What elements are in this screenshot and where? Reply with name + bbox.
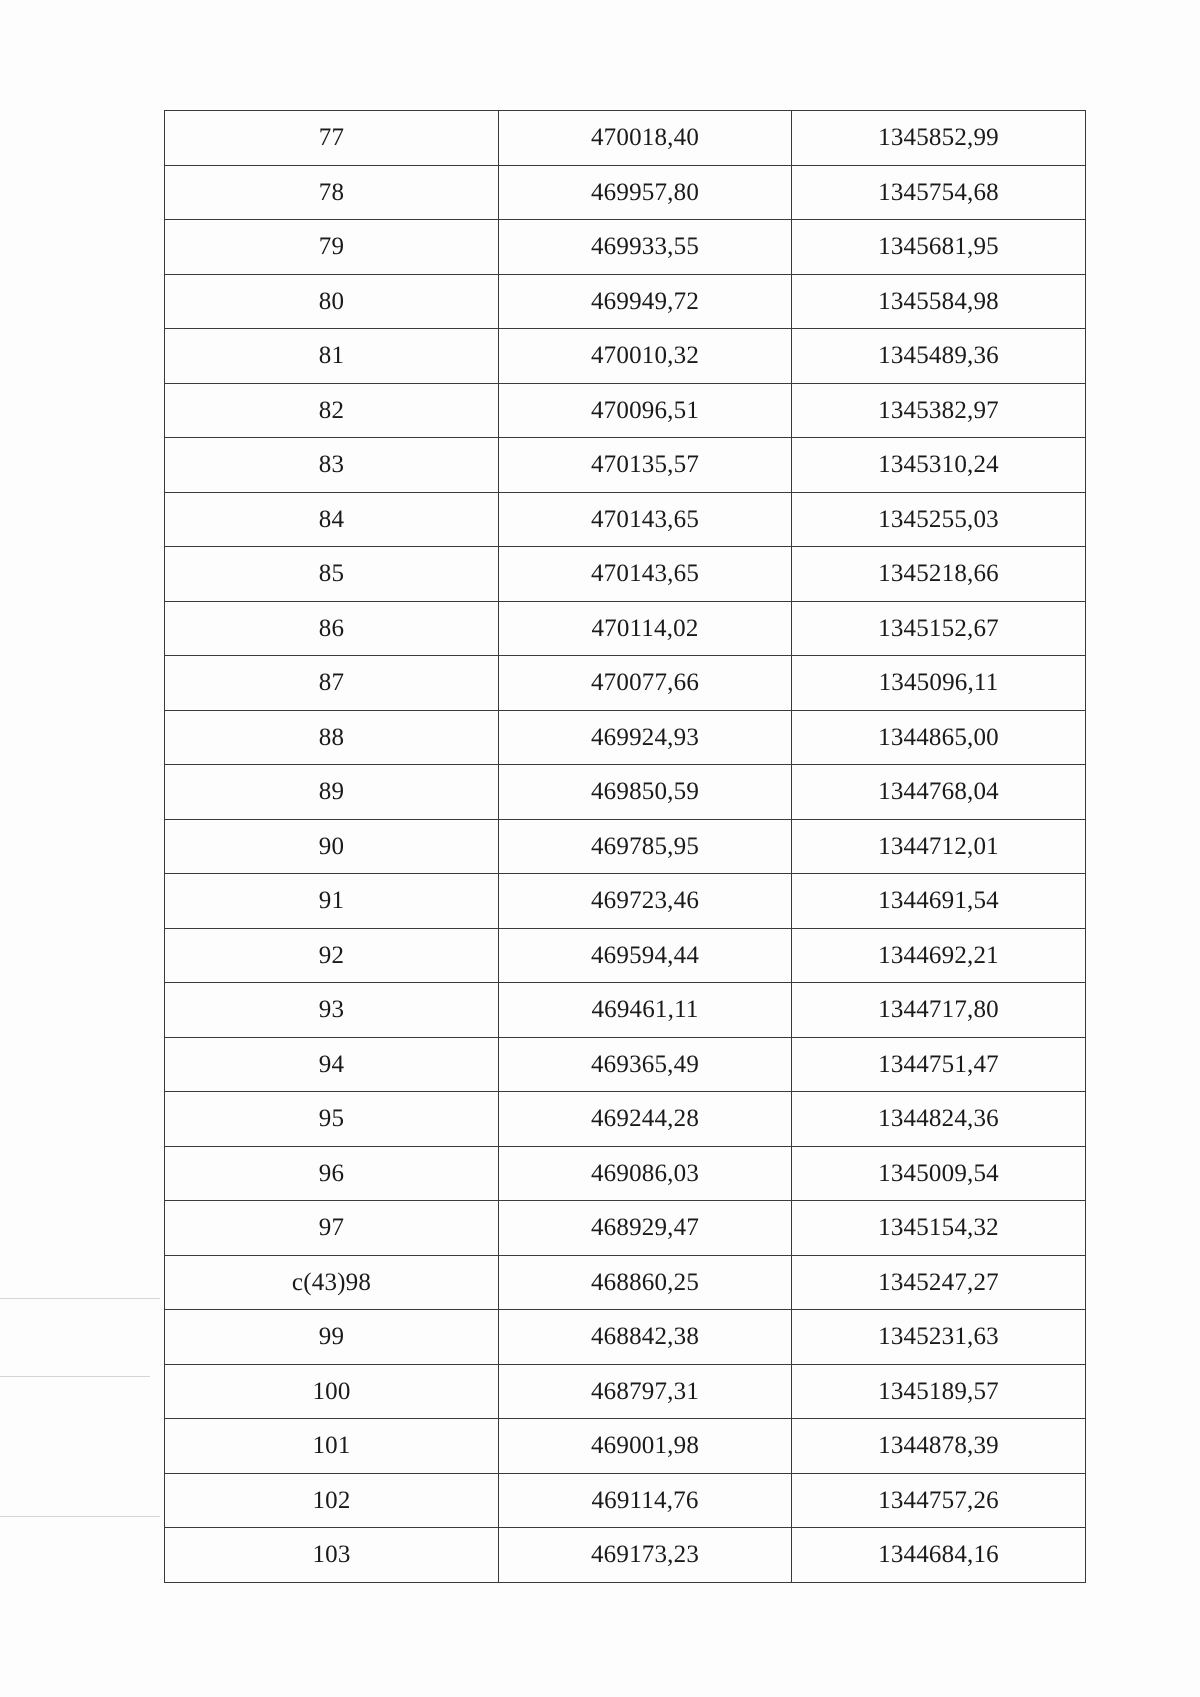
point-number-cell: 91 — [165, 874, 499, 929]
table-row — [165, 765, 1086, 820]
table-row — [165, 1310, 1086, 1365]
y-coordinate-cell: 1345189,57 — [792, 1364, 1086, 1419]
table-row — [165, 1201, 1086, 1256]
x-coordinate-cell: 469933,55 — [499, 220, 792, 275]
table-row — [165, 274, 1086, 329]
x-coordinate-cell: 469086,03 — [499, 1146, 792, 1201]
table-row — [165, 819, 1086, 874]
y-coordinate-cell: 1345754,68 — [792, 165, 1086, 220]
y-coordinate-cell: 1345852,99 — [792, 111, 1086, 166]
x-coordinate-cell: 470143,65 — [499, 547, 792, 602]
y-coordinate-cell: 1344768,04 — [792, 765, 1086, 820]
y-coordinate-cell: 1344684,16 — [792, 1528, 1086, 1583]
x-coordinate-cell: 469244,28 — [499, 1092, 792, 1147]
coordinates-table — [164, 110, 1086, 1583]
point-number-cell: 83 — [165, 438, 499, 493]
point-number-cell: 92 — [165, 928, 499, 983]
y-coordinate-cell: 1345096,11 — [792, 656, 1086, 711]
y-coordinate-cell: 1344691,54 — [792, 874, 1086, 929]
point-number-cell: 85 — [165, 547, 499, 602]
point-number-cell: 89 — [165, 765, 499, 820]
table-row — [165, 111, 1086, 166]
point-number-cell: 86 — [165, 601, 499, 656]
y-coordinate-cell: 1345218,66 — [792, 547, 1086, 602]
y-coordinate-cell: 1345247,27 — [792, 1255, 1086, 1310]
y-coordinate-cell: 1345255,03 — [792, 492, 1086, 547]
x-coordinate-cell: 469173,23 — [499, 1528, 792, 1583]
table-row — [165, 601, 1086, 656]
x-coordinate-cell: 469365,49 — [499, 1037, 792, 1092]
x-coordinate-cell: 469785,95 — [499, 819, 792, 874]
table-row — [165, 1255, 1086, 1310]
x-coordinate-cell: 470135,57 — [499, 438, 792, 493]
x-coordinate-cell: 470114,02 — [499, 601, 792, 656]
table-row — [165, 1092, 1086, 1147]
y-coordinate-cell: 1344757,26 — [792, 1473, 1086, 1528]
point-number-cell: 102 — [165, 1473, 499, 1528]
x-coordinate-cell: 470077,66 — [499, 656, 792, 711]
point-number-cell: 84 — [165, 492, 499, 547]
x-coordinate-cell: 470010,32 — [499, 329, 792, 384]
table-row — [165, 492, 1086, 547]
point-number-cell: 99 — [165, 1310, 499, 1365]
scan-artifact-line — [0, 1376, 150, 1377]
y-coordinate-cell: 1344751,47 — [792, 1037, 1086, 1092]
y-coordinate-cell: 1345152,67 — [792, 601, 1086, 656]
table-row — [165, 710, 1086, 765]
point-number-cell: 81 — [165, 329, 499, 384]
y-coordinate-cell: 1345310,24 — [792, 438, 1086, 493]
y-coordinate-cell: 1345231,63 — [792, 1310, 1086, 1365]
x-coordinate-cell: 469850,59 — [499, 765, 792, 820]
table-row — [165, 329, 1086, 384]
table-row — [165, 656, 1086, 711]
y-coordinate-cell: 1345489,36 — [792, 329, 1086, 384]
y-coordinate-cell: 1345009,54 — [792, 1146, 1086, 1201]
y-coordinate-cell: 1344692,21 — [792, 928, 1086, 983]
y-coordinate-cell: 1345382,97 — [792, 383, 1086, 438]
y-coordinate-cell: 1344878,39 — [792, 1419, 1086, 1474]
table-row — [165, 1146, 1086, 1201]
y-coordinate-cell: 1345681,95 — [792, 220, 1086, 275]
point-number-cell: 100 — [165, 1364, 499, 1419]
table-row — [165, 165, 1086, 220]
y-coordinate-cell: 1344824,36 — [792, 1092, 1086, 1147]
x-coordinate-cell: 470096,51 — [499, 383, 792, 438]
table-row — [165, 220, 1086, 275]
y-coordinate-cell: 1345154,32 — [792, 1201, 1086, 1256]
coordinates-table-body — [165, 111, 1086, 1583]
point-number-cell: 80 — [165, 274, 499, 329]
point-number-cell: 95 — [165, 1092, 499, 1147]
point-number-cell: 93 — [165, 983, 499, 1038]
y-coordinate-cell: 1345584,98 — [792, 274, 1086, 329]
y-coordinate-cell: 1344712,01 — [792, 819, 1086, 874]
y-coordinate-cell: 1344717,80 — [792, 983, 1086, 1038]
x-coordinate-cell: 469461,11 — [499, 983, 792, 1038]
x-coordinate-cell: 470143,65 — [499, 492, 792, 547]
x-coordinate-cell: 469949,72 — [499, 274, 792, 329]
x-coordinate-cell: 468929,47 — [499, 1201, 792, 1256]
table-row — [165, 983, 1086, 1038]
table-row — [165, 1473, 1086, 1528]
point-number-cell: 87 — [165, 656, 499, 711]
point-number-cell: 79 — [165, 220, 499, 275]
point-number-cell: 82 — [165, 383, 499, 438]
scan-artifact-line — [0, 1516, 160, 1517]
x-coordinate-cell: 469723,46 — [499, 874, 792, 929]
x-coordinate-cell: 469114,76 — [499, 1473, 792, 1528]
point-number-cell: 88 — [165, 710, 499, 765]
x-coordinate-cell: 469594,44 — [499, 928, 792, 983]
table-row — [165, 383, 1086, 438]
point-number-cell: c(43)98 — [165, 1255, 499, 1310]
x-coordinate-cell: 470018,40 — [499, 111, 792, 166]
x-coordinate-cell: 468797,31 — [499, 1364, 792, 1419]
table-row — [165, 1419, 1086, 1474]
point-number-cell: 103 — [165, 1528, 499, 1583]
point-number-cell: 90 — [165, 819, 499, 874]
table-row — [165, 1037, 1086, 1092]
table-row — [165, 1364, 1086, 1419]
point-number-cell: 101 — [165, 1419, 499, 1474]
table-row — [165, 438, 1086, 493]
point-number-cell: 96 — [165, 1146, 499, 1201]
x-coordinate-cell: 468860,25 — [499, 1255, 792, 1310]
point-number-cell: 94 — [165, 1037, 499, 1092]
table-row — [165, 1528, 1086, 1583]
x-coordinate-cell: 469957,80 — [499, 165, 792, 220]
point-number-cell: 78 — [165, 165, 499, 220]
y-coordinate-cell: 1344865,00 — [792, 710, 1086, 765]
scan-artifact-line — [0, 1298, 160, 1299]
table-row — [165, 547, 1086, 602]
point-number-cell: 97 — [165, 1201, 499, 1256]
table-row — [165, 928, 1086, 983]
x-coordinate-cell: 468842,38 — [499, 1310, 792, 1365]
table-row — [165, 874, 1086, 929]
point-number-cell: 77 — [165, 111, 499, 166]
x-coordinate-cell: 469001,98 — [499, 1419, 792, 1474]
x-coordinate-cell: 469924,93 — [499, 710, 792, 765]
